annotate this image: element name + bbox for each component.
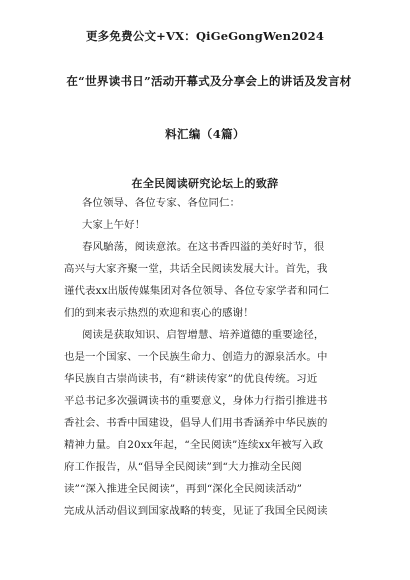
section-heading: 在全民阅读研究论坛上的致辞	[131, 177, 279, 190]
paragraph-line: 香社会、书香中国建设，倡导人们用书香涵养中华民族的	[64, 417, 328, 429]
greeting: 大家上午好！	[82, 219, 146, 231]
header-note: 更多免费公文+VX：QiGeGongWen2024	[85, 29, 325, 43]
paragraph-line: 谨代表xx出版传媒集团对各位领导、各位专家学者和同仁	[64, 285, 329, 297]
paragraph-line: 高兴与大家齐聚一堂，共话全民阅读发展大计。首先，我	[64, 263, 328, 275]
document-title-line-2: 料汇编（4篇）	[165, 127, 245, 141]
document-title-line-1: 在“世界读书日”活动开幕式及分享会上的讲话及发言材	[66, 74, 352, 88]
paragraph-line: 平总书记多次强调读书的重要意义，身体力行指引推进书	[64, 395, 328, 407]
paragraph-line: 们的到来表示热烈的欢迎和衷心的感谢！	[64, 307, 254, 319]
paragraph-line: 阅读是获取知识、启智增慧、培养道德的重要途径，	[82, 329, 325, 341]
paragraph-line: 也是一个国家、一个民族生命力、创造力的源泉活水。中	[64, 351, 328, 363]
paragraph-line: 读”“深入推进全民阅读”，再到“深化全民阅读活动”	[64, 483, 303, 495]
paragraph-line: 府工作报告，从“倡导全民阅读”到“大力推动全民阅	[64, 461, 302, 473]
paragraph-line: 精神力量。自20xx年起，“全民阅读”连续xx年被写入政	[64, 439, 324, 451]
paragraph-line: 华民族自古崇尚读书，有“耕读传家”的优良传统。习近	[64, 373, 318, 385]
salutation: 各位领导、各位专家、各位同仁：	[82, 197, 241, 209]
paragraph-line: 春风駘荡，阅读意浓。在这书香四溢的美好时节，很	[82, 241, 325, 253]
paragraph-line: 完成从活动倡议到国家战略的转变，见证了我国全民阅读	[64, 505, 328, 517]
